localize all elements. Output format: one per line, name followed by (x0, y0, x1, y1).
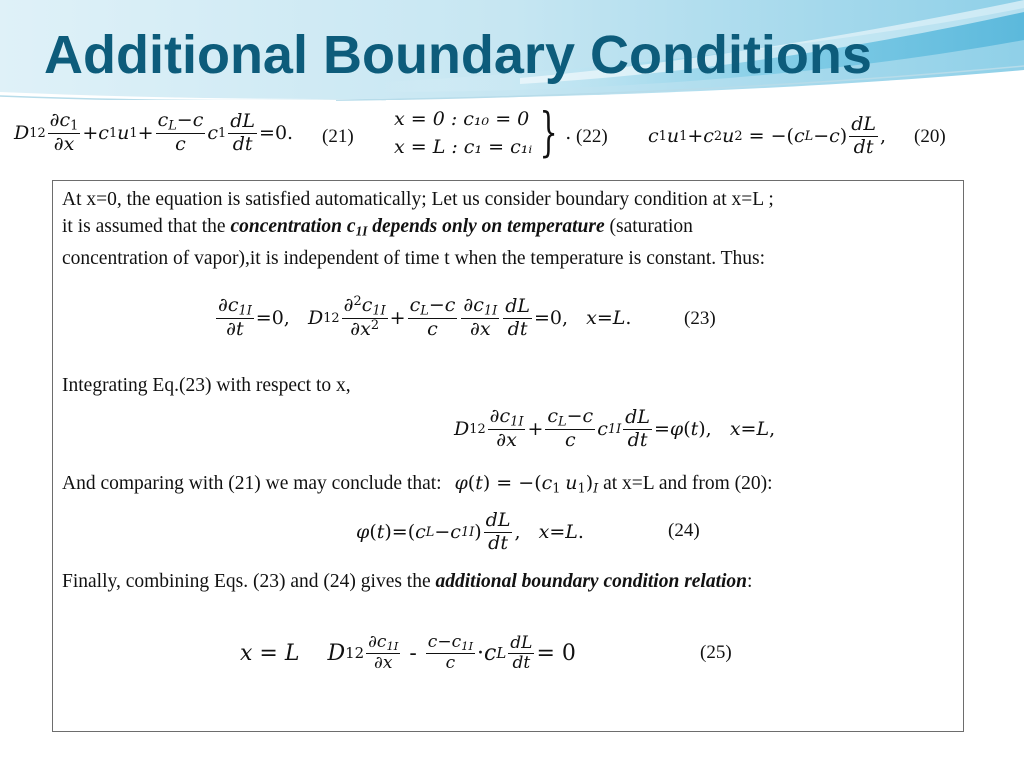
slide-title: Additional Boundary Conditions (44, 25, 872, 85)
equation-25-number: (25) (700, 642, 732, 663)
inline-equation-phi: $\varphi(t) = -(c_1$ $u_1)_I$ (454, 472, 599, 497)
paragraph-finally: Finally, combining Eqs. (23) and (24) gives the additional boundary condition relation: (62, 571, 753, 592)
equation-21: D 12 $\frac{\partial c_1}{\partial x}$ + c 1 u 1 + $\frac{c_L-c}{c}$ c 1 $\frac{dL}{dt}$ =0. (8, 100, 336, 166)
brace-icon: } (539, 103, 558, 163)
equation-21-number: (21) (322, 126, 354, 147)
paragraph-integrating: Integrating Eq.(23) with respect to x, (62, 375, 351, 396)
equation-23: $\frac{\partial c_{1I}}{\partial t}$ =0, D 12 $\frac{\partial^2c_{1I}}{\partial x^2}$ + $\frac{c_L-c}{c}$ $\frac{\partial c_{1I}}{\partial x}$ $\frac{dL}{dt}$ =0, x = L . (206, 284, 658, 352)
equation-22-number: (22) (576, 126, 608, 147)
equation-24: φ ( t )=( c L − c 1I ) $\frac{dL}{dt}$ , x = L . (346, 500, 636, 564)
paragraph-line-3: concentration of vapor),it is independent of time t when the temperature is constant. Thus: (62, 247, 766, 269)
equation-25: x = L D 12 $\frac{\partial c_{1I}}{\partial x}$ - $\frac{c-c_{1I}}{c}$ · c L $\frac{dL}{dt}$ = 0 (240, 620, 660, 686)
equation-22: x = 0 : c₁₀ = 0 x = L : c₁ = c₁ᵢ } . (386, 100, 570, 166)
equation-22-line1: x = 0 : c₁₀ = 0 (394, 108, 530, 130)
equation-22-line2: x = L : c₁ = c₁ᵢ (394, 136, 533, 158)
paragraph-line-2: it is assumed that the concentration $c_{1I}$ depends only on temperature (saturation (62, 216, 693, 239)
paragraph-line-1: At x=0, the equation is satisfied automatically; Let us consider boundary condition at x=L ; (62, 189, 774, 210)
equation-20-number: (20) (914, 126, 946, 147)
equation-20: c 1 u 1 + c 2 u 2 = −( c L − c ) $\frac{dL}{dt}$ , (640, 104, 898, 168)
paragraph-comparing: And comparing with (21) we may conclude that: $\varphi(t) = -(c_1$ $u_1)_I$ at x=L and from (20): (62, 472, 773, 497)
paragraph-boundary-intro (62, 186, 962, 272)
equation-integrated: D 12 $\frac{\partial c_{1I}}{\partial x}$ + $\frac{c_L-c}{c}$ c 1I $\frac{dL}{dt}$ = φ ( t ), x = L , (446, 396, 804, 462)
equation-23-number: (23) (684, 308, 716, 329)
equation-24-number: (24) (668, 520, 700, 541)
